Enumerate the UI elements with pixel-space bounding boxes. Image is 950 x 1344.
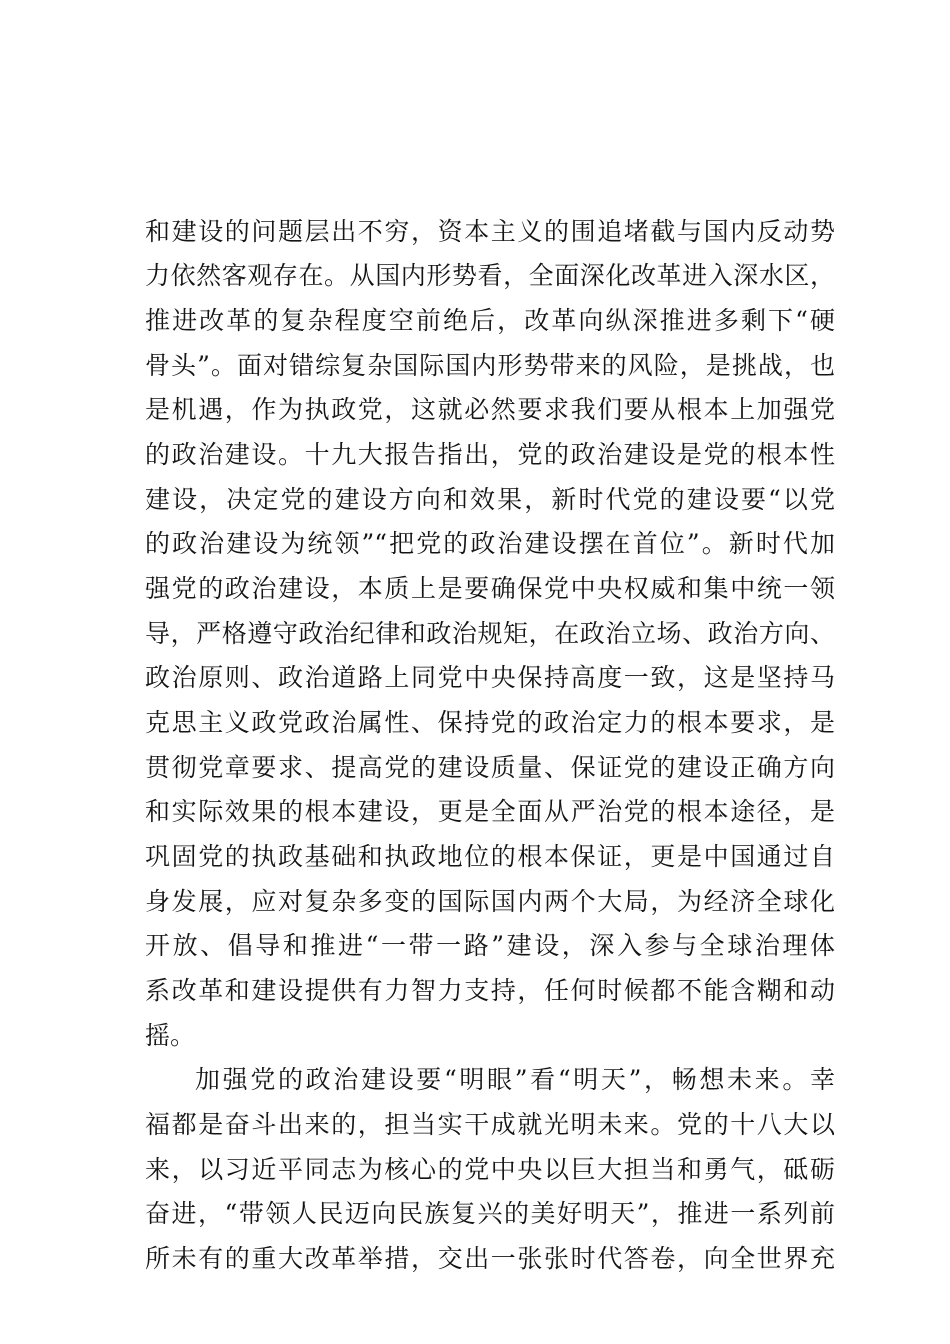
text-line: 强党的政治建设，本质上是要确保党中央权威和集中统一领 (145, 574, 835, 603)
text-line: 政治原则、政治道路上同党中央保持高度一致，这是坚持马 (145, 663, 835, 692)
text-line: 力依然客观存在。从国内形势看，全面深化改革进入深水区， (145, 261, 835, 290)
text-line: 是机遇，作为执政党，这就必然要求我们要从根本上加强党 (145, 395, 835, 424)
text-line: 的政治建设为统领”“把党的政治建设摆在首位”。新时代加 (145, 529, 835, 558)
text-line: 和实际效果的根本建设，更是全面从严治党的根本途径，是 (145, 797, 835, 826)
text-line: 的政治建设。十九大报告指出，党的政治建设是党的根本性 (145, 440, 835, 469)
text-line: 奋进，“带领人民迈向民族复兴的美好明天”，推进一系列前 (145, 1199, 835, 1228)
text-line: 骨头”。面对错综复杂国际国内形势带来的风险，是挑战，也 (145, 351, 835, 380)
text-line: 建设，决定党的建设方向和效果，新时代党的建设要“以党 (145, 485, 835, 514)
text-line: 所未有的重大改革举措，交出一张张时代答卷，向全世界充 (145, 1244, 835, 1273)
text-line: 贯彻党章要求、提高党的建设质量、保证党的建设正确方向 (145, 753, 835, 782)
text-line: 身发展，应对复杂多变的国际国内两个大局，为经济全球化 (145, 887, 835, 916)
text-line: 巩固党的执政基础和执政地位的根本保证，更是中国通过自 (145, 842, 835, 871)
text-line: 摇。 (145, 1021, 196, 1050)
paragraph-first-line: 加强党的政治建设要“明眼”看“明天”，畅想未来。幸 (195, 1065, 835, 1094)
text-line: 福都是奋斗出来的，担当实干成就光明未来。党的十八大以 (145, 1110, 835, 1139)
text-line: 开放、倡导和推进“一带一路”建设，深入参与全球治理体 (145, 931, 835, 960)
text-line: 克思主义政党政治属性、保持党的政治定力的根本要求，是 (145, 708, 835, 737)
text-line: 推进改革的复杂程度空前绝后，改革向纵深推进多剩下“硬 (145, 306, 835, 335)
text-line: 和建设的问题层出不穷，资本主义的围追堵截与国内反动势 (145, 217, 835, 246)
text-line: 系改革和建设提供有力智力支持，任何时候都不能含糊和动 (145, 976, 835, 1005)
text-line: 来，以习近平同志为核心的党中央以巨大担当和勇气，砥砺 (145, 1155, 835, 1184)
text-line: 导，严格遵守政治纪律和政治规矩，在政治立场、政治方向、 (145, 619, 835, 648)
